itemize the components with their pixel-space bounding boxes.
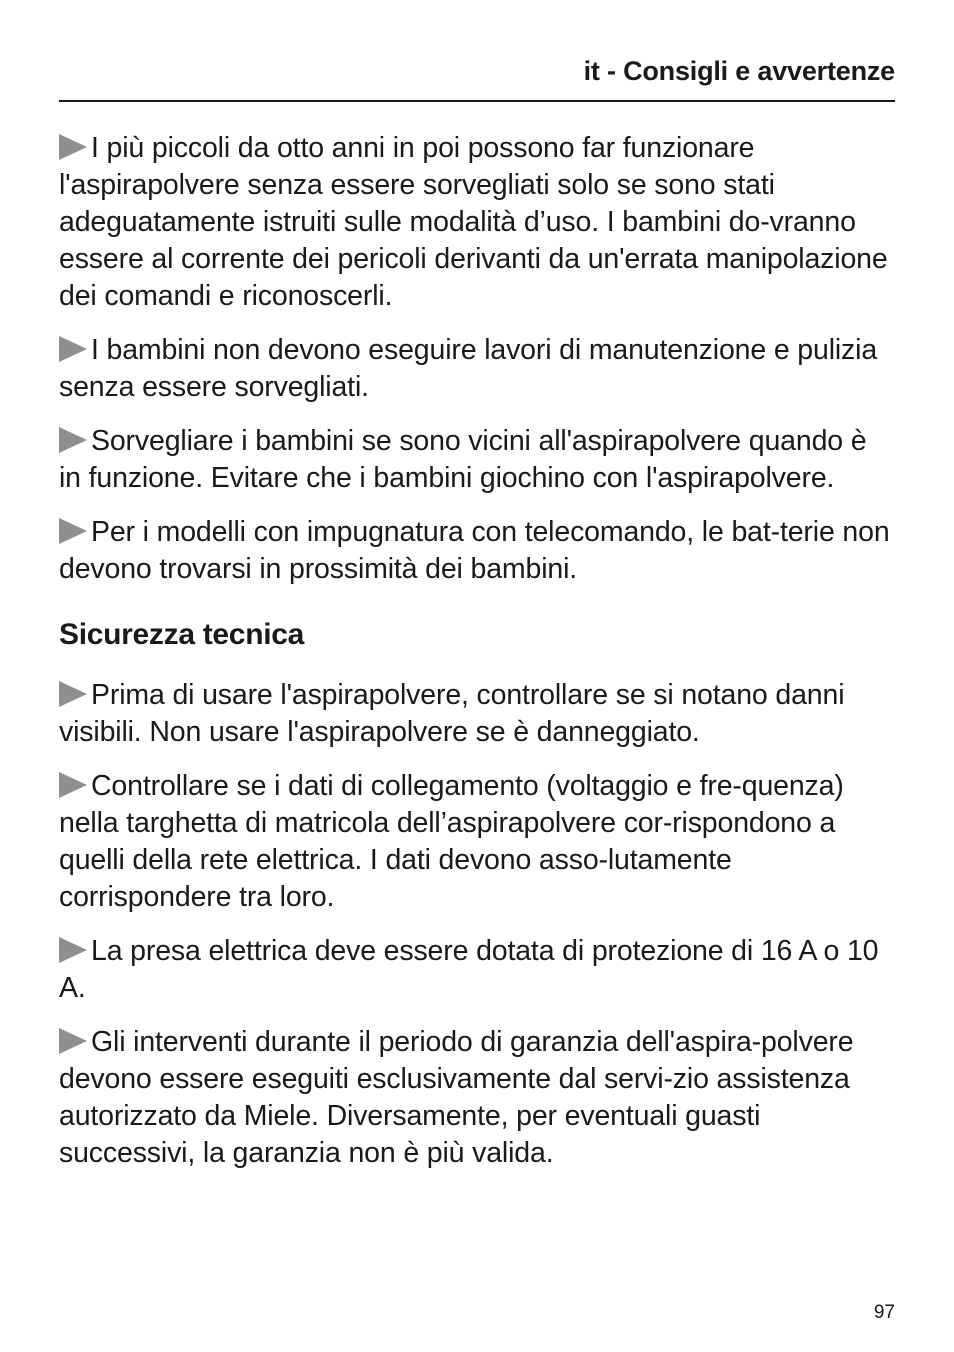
warning-text: Sorvegliare i bambini se sono vicini all'aspirapolvere quando è in funzione. Evitare che i bambini giochino con l'aspirapolvere. (59, 425, 867, 494)
warning-text: Gli interventi durante il periodo di garanzia dell'aspira-polvere devono essere eseguiti esclusivamente dal servi-zio assistenza autorizzato da Miele. Diversamente, per eventuali guasti successivi, la garanzia non è più valida. (59, 1026, 854, 1169)
triangle-right-icon (59, 427, 87, 453)
warning-text: Prima di usare l'aspirapolvere, controllare se si notano danni visibili. Non usare l'aspirapolvere se è danneggiato. (59, 679, 845, 748)
warning-text: I più piccoli da otto anni in poi possono far funzionare l'aspirapolvere senza essere sorvegliati solo se sono stati adeguatamente istruiti sulle modalità d’uso. I bambini do-vranno essere al corrente dei pericoli derivanti da un'errata manipolazione dei comandi e riconoscerli. (59, 132, 888, 312)
triangle-right-icon (59, 336, 87, 362)
warning-paragraph (59, 130, 895, 315)
section-heading: Sicurezza tecnica (59, 618, 305, 651)
triangle-right-icon (59, 1028, 87, 1054)
warning-paragraph (59, 514, 895, 588)
warning-paragraph (59, 677, 895, 751)
warning-text: Per i modelli con impugnatura con telecomando, le bat-terie non devono trovarsi in prossimità dei bambini. (59, 516, 890, 585)
triangle-right-icon (59, 772, 87, 798)
page-content (59, 130, 895, 1189)
warning-paragraph (59, 423, 895, 497)
warning-paragraph (59, 332, 895, 406)
warning-paragraph (59, 768, 895, 916)
triangle-right-icon (59, 937, 87, 963)
triangle-right-icon (59, 134, 87, 160)
warning-paragraph (59, 933, 895, 1007)
warning-text: Controllare se i dati di collegamento (voltaggio e fre-quenza) nella targhetta di matricola dell’aspirapolvere cor-rispondono a quelli della rete elettrica. I dati devono asso-lutamente corrispondere tra loro. (59, 770, 844, 913)
page-header-title: it - Consigli e avvertenze (583, 56, 895, 86)
warning-text: La presa elettrica deve essere dotata di protezione di 16 A o 10 A. (59, 935, 879, 1004)
page-number: 97 (873, 1302, 895, 1323)
triangle-right-icon (59, 681, 87, 707)
warning-text: I bambini non devono eseguire lavori di manutenzione e pulizia senza essere sorvegliati. (59, 334, 878, 403)
page-header (59, 52, 895, 102)
triangle-right-icon (59, 518, 87, 544)
warning-paragraph (59, 1024, 895, 1172)
